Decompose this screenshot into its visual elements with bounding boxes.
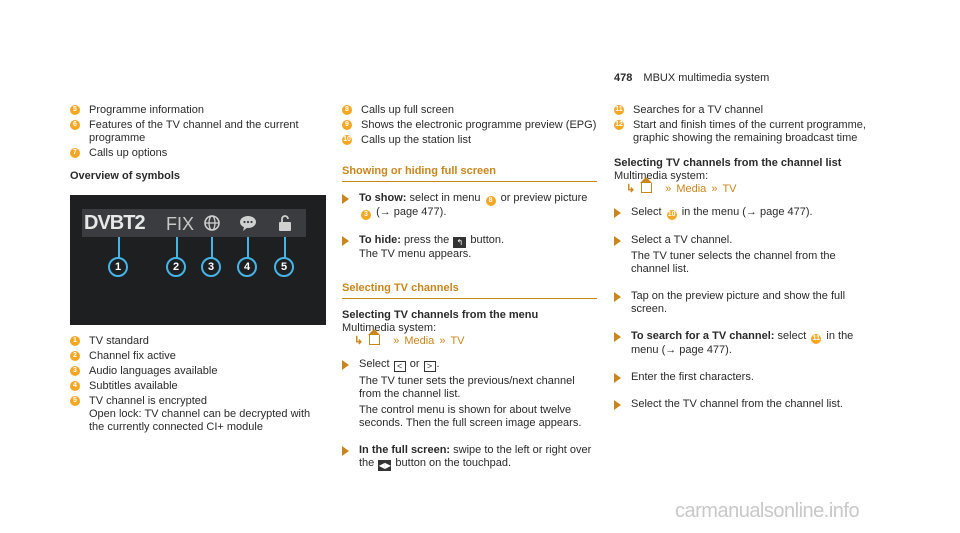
text: in the menu (→ page 477). [631,330,854,356]
step-text [359,444,597,474]
step-arrow-icon [614,208,621,218]
overview-heading: Overview of symbols [70,170,181,182]
section-heading-full-screen: Showing or hiding full screen [342,165,597,182]
step-text [631,290,874,319]
step-text [359,234,504,264]
home-icon [641,183,652,193]
fix-label: FIX [166,214,195,234]
step-arrow-icon [342,446,349,456]
step [614,371,874,387]
callout-line [118,237,120,259]
step-arrow-icon [614,373,621,383]
skip-key-icon: ◀▶ [378,461,392,470]
subtitles-icon [238,213,258,233]
text: Select a TV channel. [631,234,733,246]
nav-tv: TV [450,335,465,347]
step-text [631,371,754,387]
page-header [614,72,769,85]
list-item [342,104,597,117]
callout-number: 11 [615,106,623,113]
step-text [631,206,813,223]
step-label: To show: [359,192,407,204]
item-text: Subtitles available [89,380,178,392]
text: in the menu (→ page 477). [681,206,813,218]
callout-number: 12 [615,121,623,128]
section-heading-tv-channels: Selecting TV channels [342,282,597,299]
nav-media: Media [676,183,707,195]
step-text [359,358,597,433]
image-callout: 3 [201,257,221,277]
home-icon [369,335,380,345]
text: Select [631,206,662,218]
page-reference: (→ page 477). [376,206,447,218]
subheading: Selecting TV channels from the channel list [614,157,842,169]
column-3 [614,104,874,425]
item-text [89,395,326,434]
list-item [342,134,597,147]
step-text [631,330,874,360]
legend-text: TV channel is encrypted [89,395,208,407]
image-callout: 2 [166,257,186,277]
step-label: To hide: [359,234,401,246]
item-text: TV standard [89,335,149,347]
step-text [631,234,874,279]
path-arrow-icon: ↳ [354,335,364,347]
list-item [614,119,874,145]
item-text: Calls up options [89,147,168,159]
callout-number: 4 [70,381,80,391]
step [614,290,874,319]
system-label: Multimedia system: [614,170,709,182]
callout-number: 8 [486,196,496,206]
column-2 [342,104,597,485]
step [342,192,597,223]
step-arrow-icon [614,332,621,342]
text: . [436,358,440,370]
step [614,398,874,414]
callout-line [247,237,249,259]
step-arrow-icon [342,360,349,370]
list-item [70,119,326,145]
item-text: Audio languages available [89,365,218,377]
nav-media: Media [404,335,435,347]
item-text: Shows the electronic programme preview (EPG) [361,119,597,131]
text: Select [359,358,390,370]
legend-item [70,350,326,363]
step-result: The TV tuner sets the previous/next channel from the channel list. [359,375,575,400]
item-text: Calls up full screen [361,104,454,116]
text: Select the TV channel from the channel list. [631,398,843,410]
text: Tap on the preview picture and show the full screen. [631,290,846,315]
callout-line [284,237,286,259]
legend-item [70,380,326,393]
callout-line [176,237,178,259]
page-number: 478 [614,72,633,84]
text: press the [404,234,450,246]
callout-number: 11 [812,335,821,342]
step-arrow-icon [614,292,621,302]
step-arrow-icon [342,194,349,204]
step [614,330,874,360]
text: swipe to the left or right over the [359,444,592,469]
path-arrow-icon: ↳ [626,183,636,195]
nav-tv: TV [722,183,737,195]
next-key-icon: > [424,361,436,372]
navigation-path [342,335,597,348]
dvbt2-logo: DVBT2 [84,212,145,234]
tv-symbols-image [70,195,326,325]
text: or [409,358,420,370]
globe-icon [202,213,222,233]
callout-number: 5 [70,105,80,115]
step-note: The control menu is shown for about twelve seconds. Then the full screen image appears. [359,404,582,429]
list-item [614,104,874,117]
subheading: Selecting TV channels from the menu [342,309,539,321]
page-title: MBUX multimedia system [643,72,770,84]
text: select [777,330,807,342]
legend-note: Open lock: TV channel can be decrypted with the currently connected CI+ module [89,408,311,433]
callout-number: 3 [70,366,80,376]
column-1 [70,104,326,436]
callout-number: 2 [70,351,80,361]
navigation-path [614,183,874,196]
callout-number: 10 [667,211,676,218]
item-text: Start and finish times of the current programme, graphic showing the remaining broadcast time [633,119,866,144]
item-text: Channel fix active [89,350,176,362]
callout-number: 7 [70,148,80,158]
item-text: Programme information [89,104,204,116]
step-arrow-icon [614,400,621,410]
step [342,358,597,433]
back-key-icon: ↰ [453,237,466,248]
callout-number: 8 [342,105,352,115]
legend-item [70,335,326,348]
callout-number: 9 [342,120,352,130]
callout-number: 1 [70,336,80,346]
step-label: To search for a TV channel: [631,330,775,342]
step-arrow-icon [342,236,349,246]
list-item [70,104,326,117]
step-result: The TV tuner selects the channel from the channel list. [631,250,836,275]
previous-key-icon: < [394,361,406,372]
step-result: The TV menu appears. [359,248,472,260]
item-text: Calls up the station list [361,134,472,146]
callout-number: 3 [361,210,371,220]
lock-open-icon [275,213,295,233]
chevron-right-icon: » [665,183,672,195]
callout-number: 5 [70,396,80,406]
chevron-right-icon: » [439,335,446,347]
text: button on the touchpad. [395,457,512,469]
text: button. [470,234,505,246]
callout-number: 10 [343,136,351,143]
item-text: Features of the TV channel and the current programme [89,119,299,144]
callout-line [211,237,213,259]
step-text [359,192,597,223]
image-callout: 4 [237,257,257,277]
system-label: Multimedia system: [342,322,437,334]
watermark: carmanualsonline.info [675,500,860,522]
list-item [342,119,597,132]
step-label: In the full screen: [359,444,451,456]
list-item [70,147,326,160]
step-arrow-icon [614,236,621,246]
chevron-right-icon: » [711,183,718,195]
step [614,206,874,223]
step [614,234,874,279]
text: or preview picture [500,192,588,204]
image-callout: 1 [108,257,128,277]
step [342,234,597,264]
chevron-right-icon: » [393,335,400,347]
image-callout: 5 [274,257,294,277]
step-text [631,398,843,414]
legend-item [70,395,326,434]
callout-number: 6 [70,120,80,130]
item-text: Searches for a TV channel [633,104,764,116]
text: select in menu [409,192,481,204]
step [342,444,597,474]
legend-item [70,365,326,378]
text: Enter the first characters. [631,371,754,383]
